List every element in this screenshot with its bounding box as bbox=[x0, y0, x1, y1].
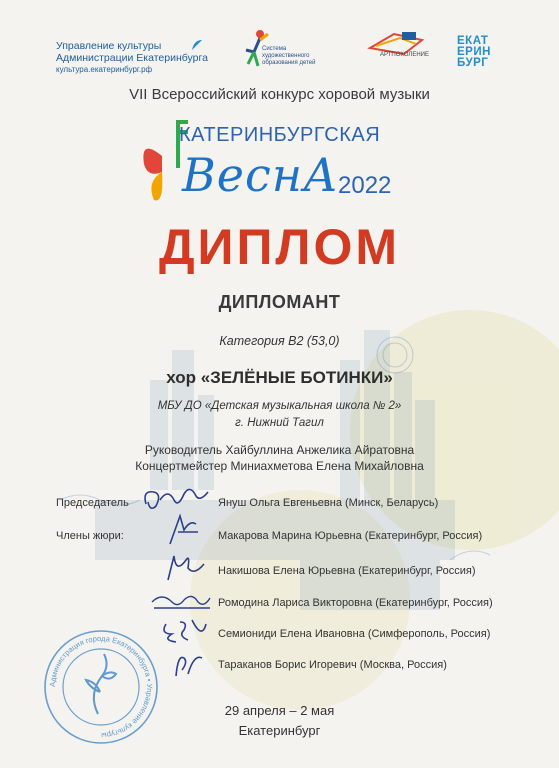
culture-department-logo bbox=[56, 40, 208, 75]
brand-vesna-word: ВеснА bbox=[182, 148, 339, 202]
brand-year: 2022 bbox=[338, 172, 392, 199]
school-city: г. Нижний Тагил bbox=[235, 417, 324, 429]
jury-chair-name: Януш Ольга Евгеньевна (Минск, Беларусь) bbox=[218, 497, 439, 509]
festival-logo bbox=[140, 112, 430, 212]
culture-dept-site: культура.екатеринбург.рф bbox=[56, 65, 153, 74]
jury-members-label: Члены жюри: bbox=[56, 530, 124, 542]
jury-signature bbox=[164, 648, 210, 682]
diploma-title: ДИПЛОМ bbox=[158, 219, 401, 275]
art-school-line3: образования детей bbox=[262, 60, 316, 66]
leaf-swoosh-icon bbox=[190, 38, 204, 52]
jury-member: Ромодина Лариса Викторовна (Екатеринбург, Россия) bbox=[218, 597, 493, 609]
jury-signature bbox=[158, 614, 212, 648]
jury-member: Накишова Елена Юрьевна (Екатеринбург, Россия) bbox=[218, 565, 476, 577]
contest-title: VII Всероссийский конкурс хоровой музыки bbox=[129, 86, 430, 103]
event-city: Екатеринбург bbox=[238, 723, 321, 738]
choir-accompanist: Концертмейстер Миниахметова Елена Михайловна bbox=[135, 459, 424, 473]
event-dates: 29 апреля – 2 мая bbox=[224, 703, 335, 718]
art-school-line1: Система bbox=[262, 46, 287, 52]
stamp-text: Администрация города Екатеринбурга • Управление культуры bbox=[47, 633, 155, 741]
jury-member: Тараканов Борис Игоревич (Москва, Россия) bbox=[218, 659, 447, 671]
jury-chair-label: Председатель bbox=[56, 497, 129, 509]
jury-member: Макарова Марина Юрьевна (Екатеринбург, Россия) bbox=[218, 530, 483, 542]
jury-signature bbox=[160, 550, 210, 586]
choir-leader: Руководитель Хайбуллина Анжелика Айратовна bbox=[144, 443, 415, 457]
brand-city-word: КАТЕРИНБУРГСКАЯ bbox=[179, 124, 381, 146]
jury-signature bbox=[148, 588, 214, 614]
ekb-line3: БУРГ bbox=[457, 57, 489, 69]
ekb-line2: ЕРИН bbox=[457, 46, 491, 58]
art-generation-label: АРТПОКОЛЕНИЕ bbox=[380, 52, 429, 58]
jury-signature bbox=[160, 510, 210, 550]
jury-member: Семиониди Елена Ивановна (Симферополь, Россия) bbox=[218, 628, 491, 640]
art-education-text bbox=[262, 46, 322, 67]
ekb-line1: ЕКАТ bbox=[457, 35, 489, 47]
choir-name: хор «ЗЕЛЁНЫЕ БОТИНКИ» bbox=[166, 368, 393, 387]
school-name: МБУ ДО «Детская музыкальная школа № 2» bbox=[157, 400, 402, 412]
category: Категория В2 (53,0) bbox=[219, 334, 340, 348]
culture-dept-line2: Администрации Екатеринбурга bbox=[56, 52, 208, 64]
award-title: ДИПЛОМАНТ bbox=[218, 292, 341, 312]
art-school-line2: художественного bbox=[262, 53, 310, 59]
ekaterinburg-logo bbox=[457, 36, 491, 69]
culture-dept-line1: Управление культуры bbox=[56, 40, 162, 52]
